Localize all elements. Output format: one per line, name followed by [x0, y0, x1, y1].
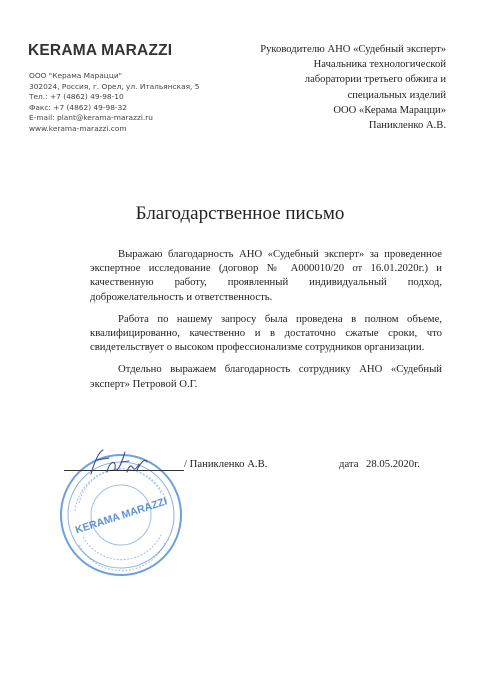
company-phone: Тел.: +7 (4862) 49-98-10	[29, 92, 124, 102]
body-paragraph: Отдельно выражаем благодарность сотруднику АНО «Судебный эксперт» Петровой О.Г.	[90, 363, 442, 390]
letter-title: Благодарственное письмо	[135, 203, 345, 224]
handwritten-signature	[85, 446, 165, 480]
date-value: 28.05.2020г.	[366, 458, 420, 470]
company-name: ООО "Керама Марацци"	[29, 71, 123, 80]
recipient-block	[206, 42, 446, 133]
signature-line	[64, 470, 184, 471]
recipient-line: Паникленко А.В.	[368, 120, 446, 132]
company-email: E-mail: plant@kerama-marazzi.ru	[29, 113, 153, 123]
recipient-line: Начальника технологической	[313, 59, 446, 71]
recipient-line: специальных изделий	[347, 89, 446, 101]
company-fax: Факс: +7 (4862) 49-98-32	[29, 102, 127, 112]
company-contacts	[29, 71, 199, 135]
recipient-line: ООО «Керама Марацци»	[333, 104, 446, 116]
body-paragraph: Работа по нашему запросу была проведена в полном объеме, квалифицированно, качественно и в достаточно сжатые сроки, что свидетельствует о высоком профессионализме сотрудников организации.	[90, 312, 442, 354]
recipient-line: лаборатории третьего обжига и	[304, 74, 446, 86]
body-paragraph: Выражаю благодарность АНО «Судебный эксперт» за проведенное экспертное исследование (договор № А000010/20 от 16.01.2020г.) и качественную работу, проявленный индивидуальный подход, доброжелательность и ответственность.	[90, 248, 442, 303]
company-website: www.kerama-marazzi.com	[29, 123, 127, 133]
recipient-line: Руководителю АНО «Судебный эксперт»	[260, 44, 446, 55]
letter-body	[90, 247, 442, 399]
date-label: дата	[339, 458, 359, 470]
company-address: 302024, Россия, г. Орел, ул. Итальянская, 5	[29, 81, 200, 91]
signatory-name: / Паникленко А.В.	[184, 458, 268, 470]
company-logo: KERAMA MARAZZI	[28, 42, 173, 59]
stamp-center-text: KERAMA MARAZZI	[73, 495, 169, 537]
